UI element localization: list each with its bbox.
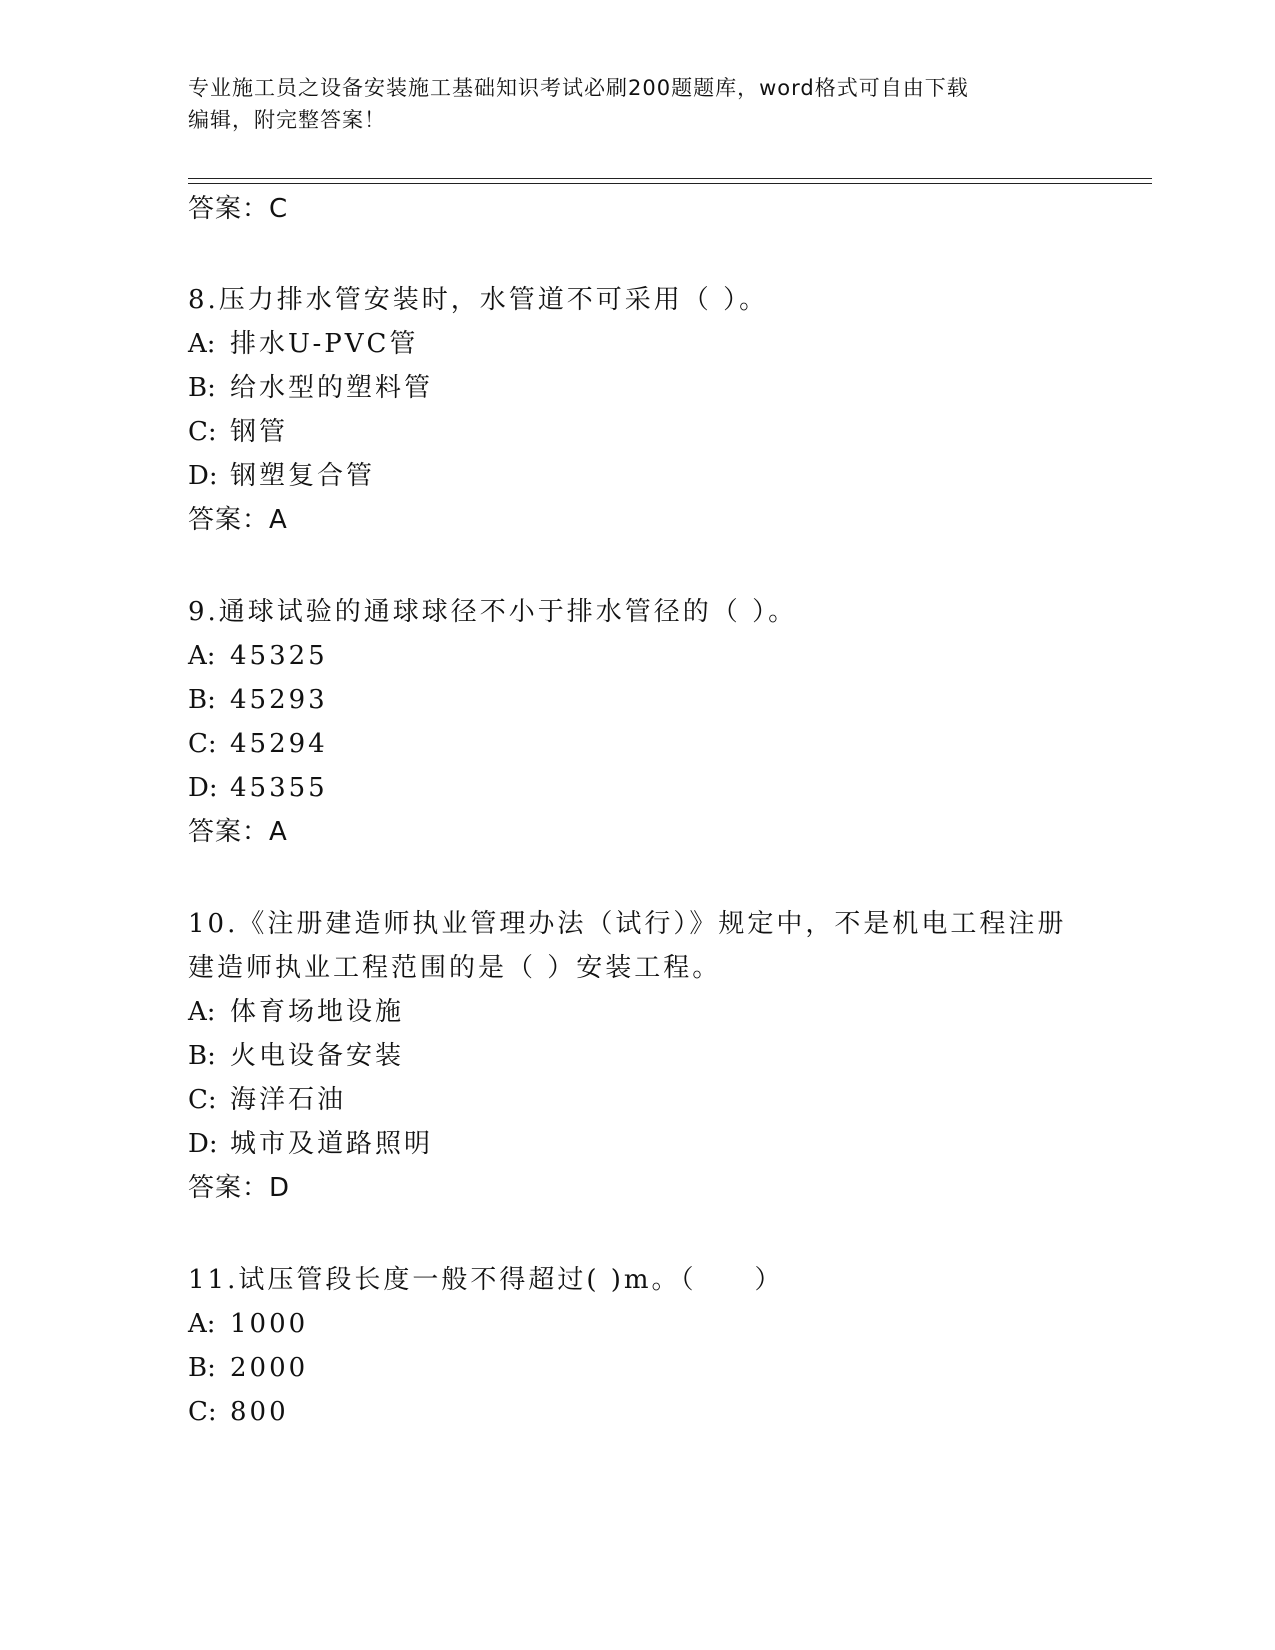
question-8-option-d	[188, 460, 375, 492]
question-11-option-a	[188, 1308, 308, 1340]
question-10-stem: 10.《注册建造师执业管理办法（试行）》规定中，不是机电工程注册	[188, 909, 1067, 939]
option-text: 体育场地设施	[230, 997, 405, 1027]
question-9-option-a	[188, 640, 328, 672]
option-letter: B:	[188, 1353, 216, 1383]
option-letter: B:	[188, 685, 216, 715]
document-header	[188, 72, 1088, 136]
question-8-option-c	[188, 416, 288, 448]
question-9-option-b	[188, 684, 328, 716]
question-8-option-b	[188, 372, 433, 404]
question-9-stem: 9.通球试验的通球球径不小于排水管径的（ ）。	[188, 597, 798, 627]
question-8-stem: 8.压力排水管安装时，水管道不可采用（ ）。	[188, 285, 769, 315]
option-text: 城市及道路照明	[230, 1129, 434, 1159]
header-line-2: 编辑，附完整答案！	[188, 108, 386, 132]
option-letter: C:	[188, 1085, 217, 1115]
question-10-option-a	[188, 996, 404, 1028]
option-text: 800	[230, 1397, 289, 1427]
previous-answer: 答案：C	[188, 194, 289, 224]
question-10-stem-continued: 建造师执业工程范围的是（ ）安装工程。	[188, 953, 722, 983]
option-letter: A:	[188, 997, 216, 1027]
option-letter: D:	[188, 1129, 218, 1159]
question-8-option-a	[188, 328, 418, 360]
option-text: 45325	[230, 641, 328, 671]
option-letter: D:	[188, 773, 218, 803]
option-letter: C:	[188, 729, 217, 759]
option-text: 给水型的塑料管	[230, 373, 434, 403]
header-divider-top	[188, 178, 1152, 179]
option-letter: A:	[188, 1309, 216, 1339]
option-text: 1000	[230, 1309, 309, 1339]
question-10-option-d	[188, 1128, 433, 1160]
option-text: 海洋石油	[230, 1085, 347, 1115]
option-text: 45293	[230, 685, 328, 715]
option-letter: B:	[188, 1041, 216, 1071]
option-text: 45355	[230, 773, 328, 803]
option-text: 钢管	[230, 417, 289, 447]
question-8-answer: 答案：A	[188, 505, 288, 535]
question-11-stem: 11.试压管段长度一般不得超过( )m。（ ）	[188, 1265, 784, 1295]
option-letter: A:	[188, 329, 216, 359]
option-text: 排水U-PVC管	[230, 329, 419, 359]
header-line-1: 专业施工员之设备安装施工基础知识考试必刷200题题库，word格式可自由下载	[188, 76, 969, 100]
question-11-option-c	[188, 1396, 289, 1428]
option-letter: A:	[188, 641, 216, 671]
option-letter: C:	[188, 417, 217, 447]
question-10-option-b	[188, 1040, 404, 1072]
question-9-option-c	[188, 728, 328, 760]
question-9-option-d	[188, 772, 328, 804]
header-divider-bottom	[188, 183, 1152, 184]
question-10-option-c	[188, 1084, 346, 1116]
option-text: 火电设备安装	[230, 1041, 405, 1071]
question-10-answer: 答案：D	[188, 1173, 291, 1203]
option-text: 2000	[230, 1353, 309, 1383]
option-letter: C:	[188, 1397, 217, 1427]
option-letter: B:	[188, 373, 216, 403]
option-letter: D:	[188, 461, 218, 491]
option-text: 钢塑复合管	[230, 461, 376, 491]
question-11-option-b	[188, 1352, 308, 1384]
question-9-answer: 答案：A	[188, 817, 288, 847]
option-text: 45294	[230, 729, 328, 759]
